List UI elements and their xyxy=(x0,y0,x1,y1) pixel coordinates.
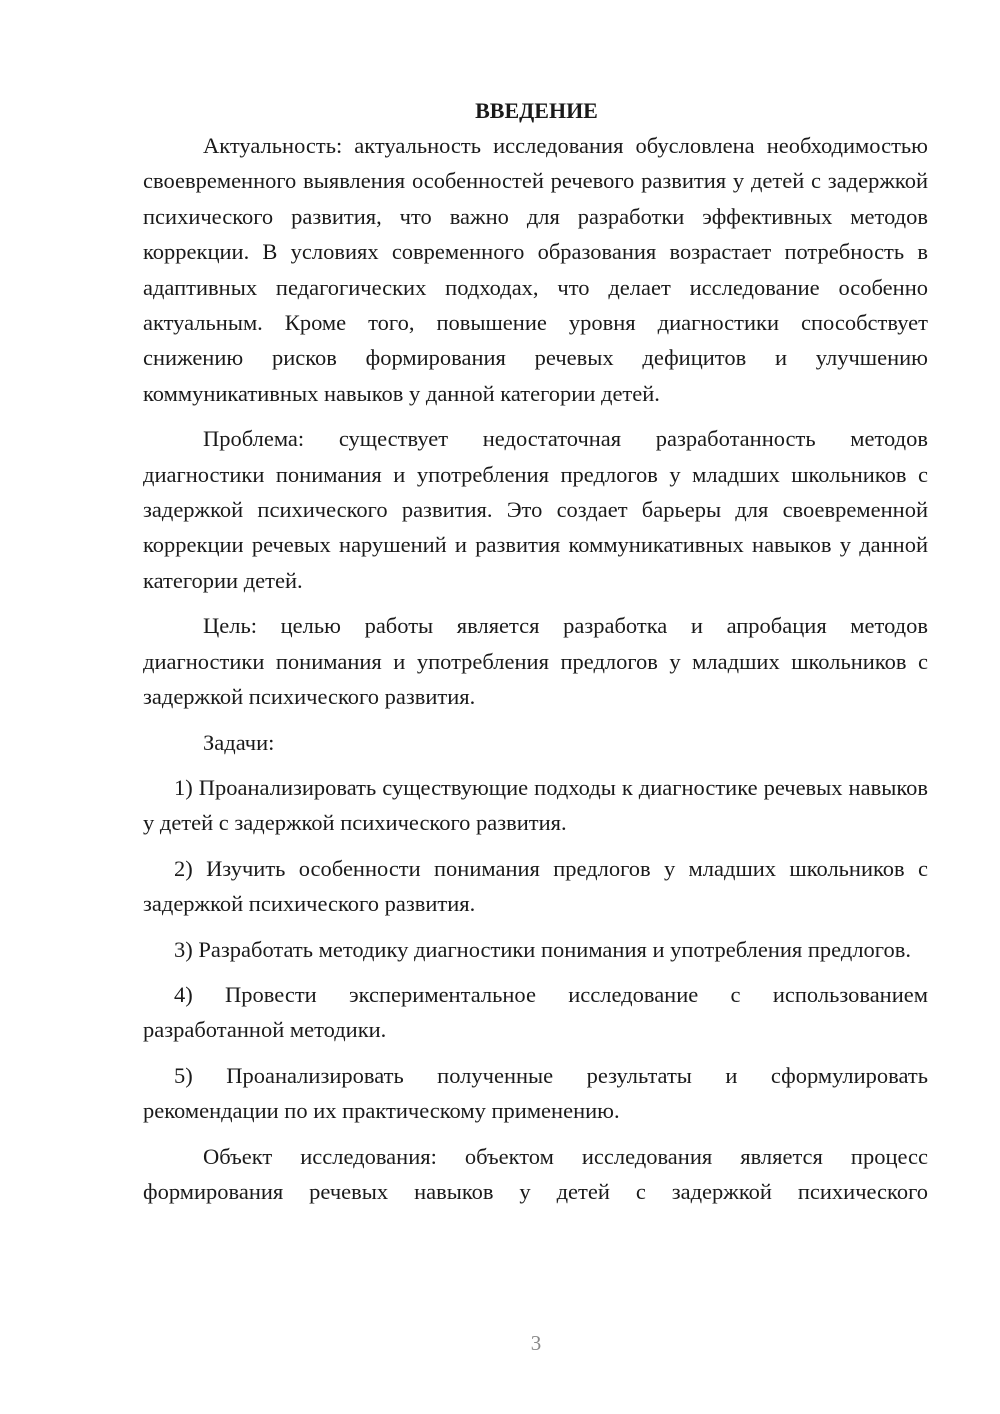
problem-paragraph: Проблема: существует недостаточная разработанность методов диагностики понимания и употребления предлогов у младших школьников с задержкой психического развития. Это создает барьеры для своевременной коррекции речевых нарушений и развития коммуникативных навыков у данной категории детей. xyxy=(143,426,928,593)
page-title: ВВЕДЕНИЕ xyxy=(475,98,598,123)
object-paragraph: Объект исследования: объектом исследования является процесс формирования речевых навыков у детей с задержкой психического xyxy=(143,1143,928,1204)
tasks-label: Задачи: xyxy=(203,729,275,755)
goal-paragraph: Цель: целью работы является разработка и апробация методов диагностики понимания и употребления предлогов у младших школьников с задержкой психического развития. xyxy=(143,613,928,710)
relevance-paragraph: Актуальность: актуальность исследования обусловлена необходимостью своевременного выявления особенностей речевого развития у детей с задержкой психического развития, что важно для разработки эффективных методов коррекции. В условиях современного образования возрастает потребность в адаптивных педагогических подходах, что делает исследование особенно актуальным. Кроме того, повышение уровня диагностики способствует снижению рисков формирования речевых дефицитов и улучшению коммуникативных навыков у данной категории детей. xyxy=(143,133,928,406)
task-item-1: 1) Проанализировать существующие подходы к диагностике речевых навыков у детей с задержкой психического развития. xyxy=(143,774,928,836)
page-number: 3 xyxy=(530,1331,542,1355)
page-content xyxy=(143,93,928,1209)
task-item-2: 2) Изучить особенности понимания предлогов у младших школьников с задержкой психического развития. xyxy=(143,855,928,917)
task-item-3: 3) Разработать методику диагностики понимания и употребления предлогов. xyxy=(174,936,911,962)
task-item-4: 4) Провести экспериментальное исследование с использованием разработанной методики. xyxy=(143,981,928,1043)
task-item-5: 5) Проанализировать полученные результаты и сформулировать рекомендации по их практическому применению. xyxy=(143,1062,928,1124)
